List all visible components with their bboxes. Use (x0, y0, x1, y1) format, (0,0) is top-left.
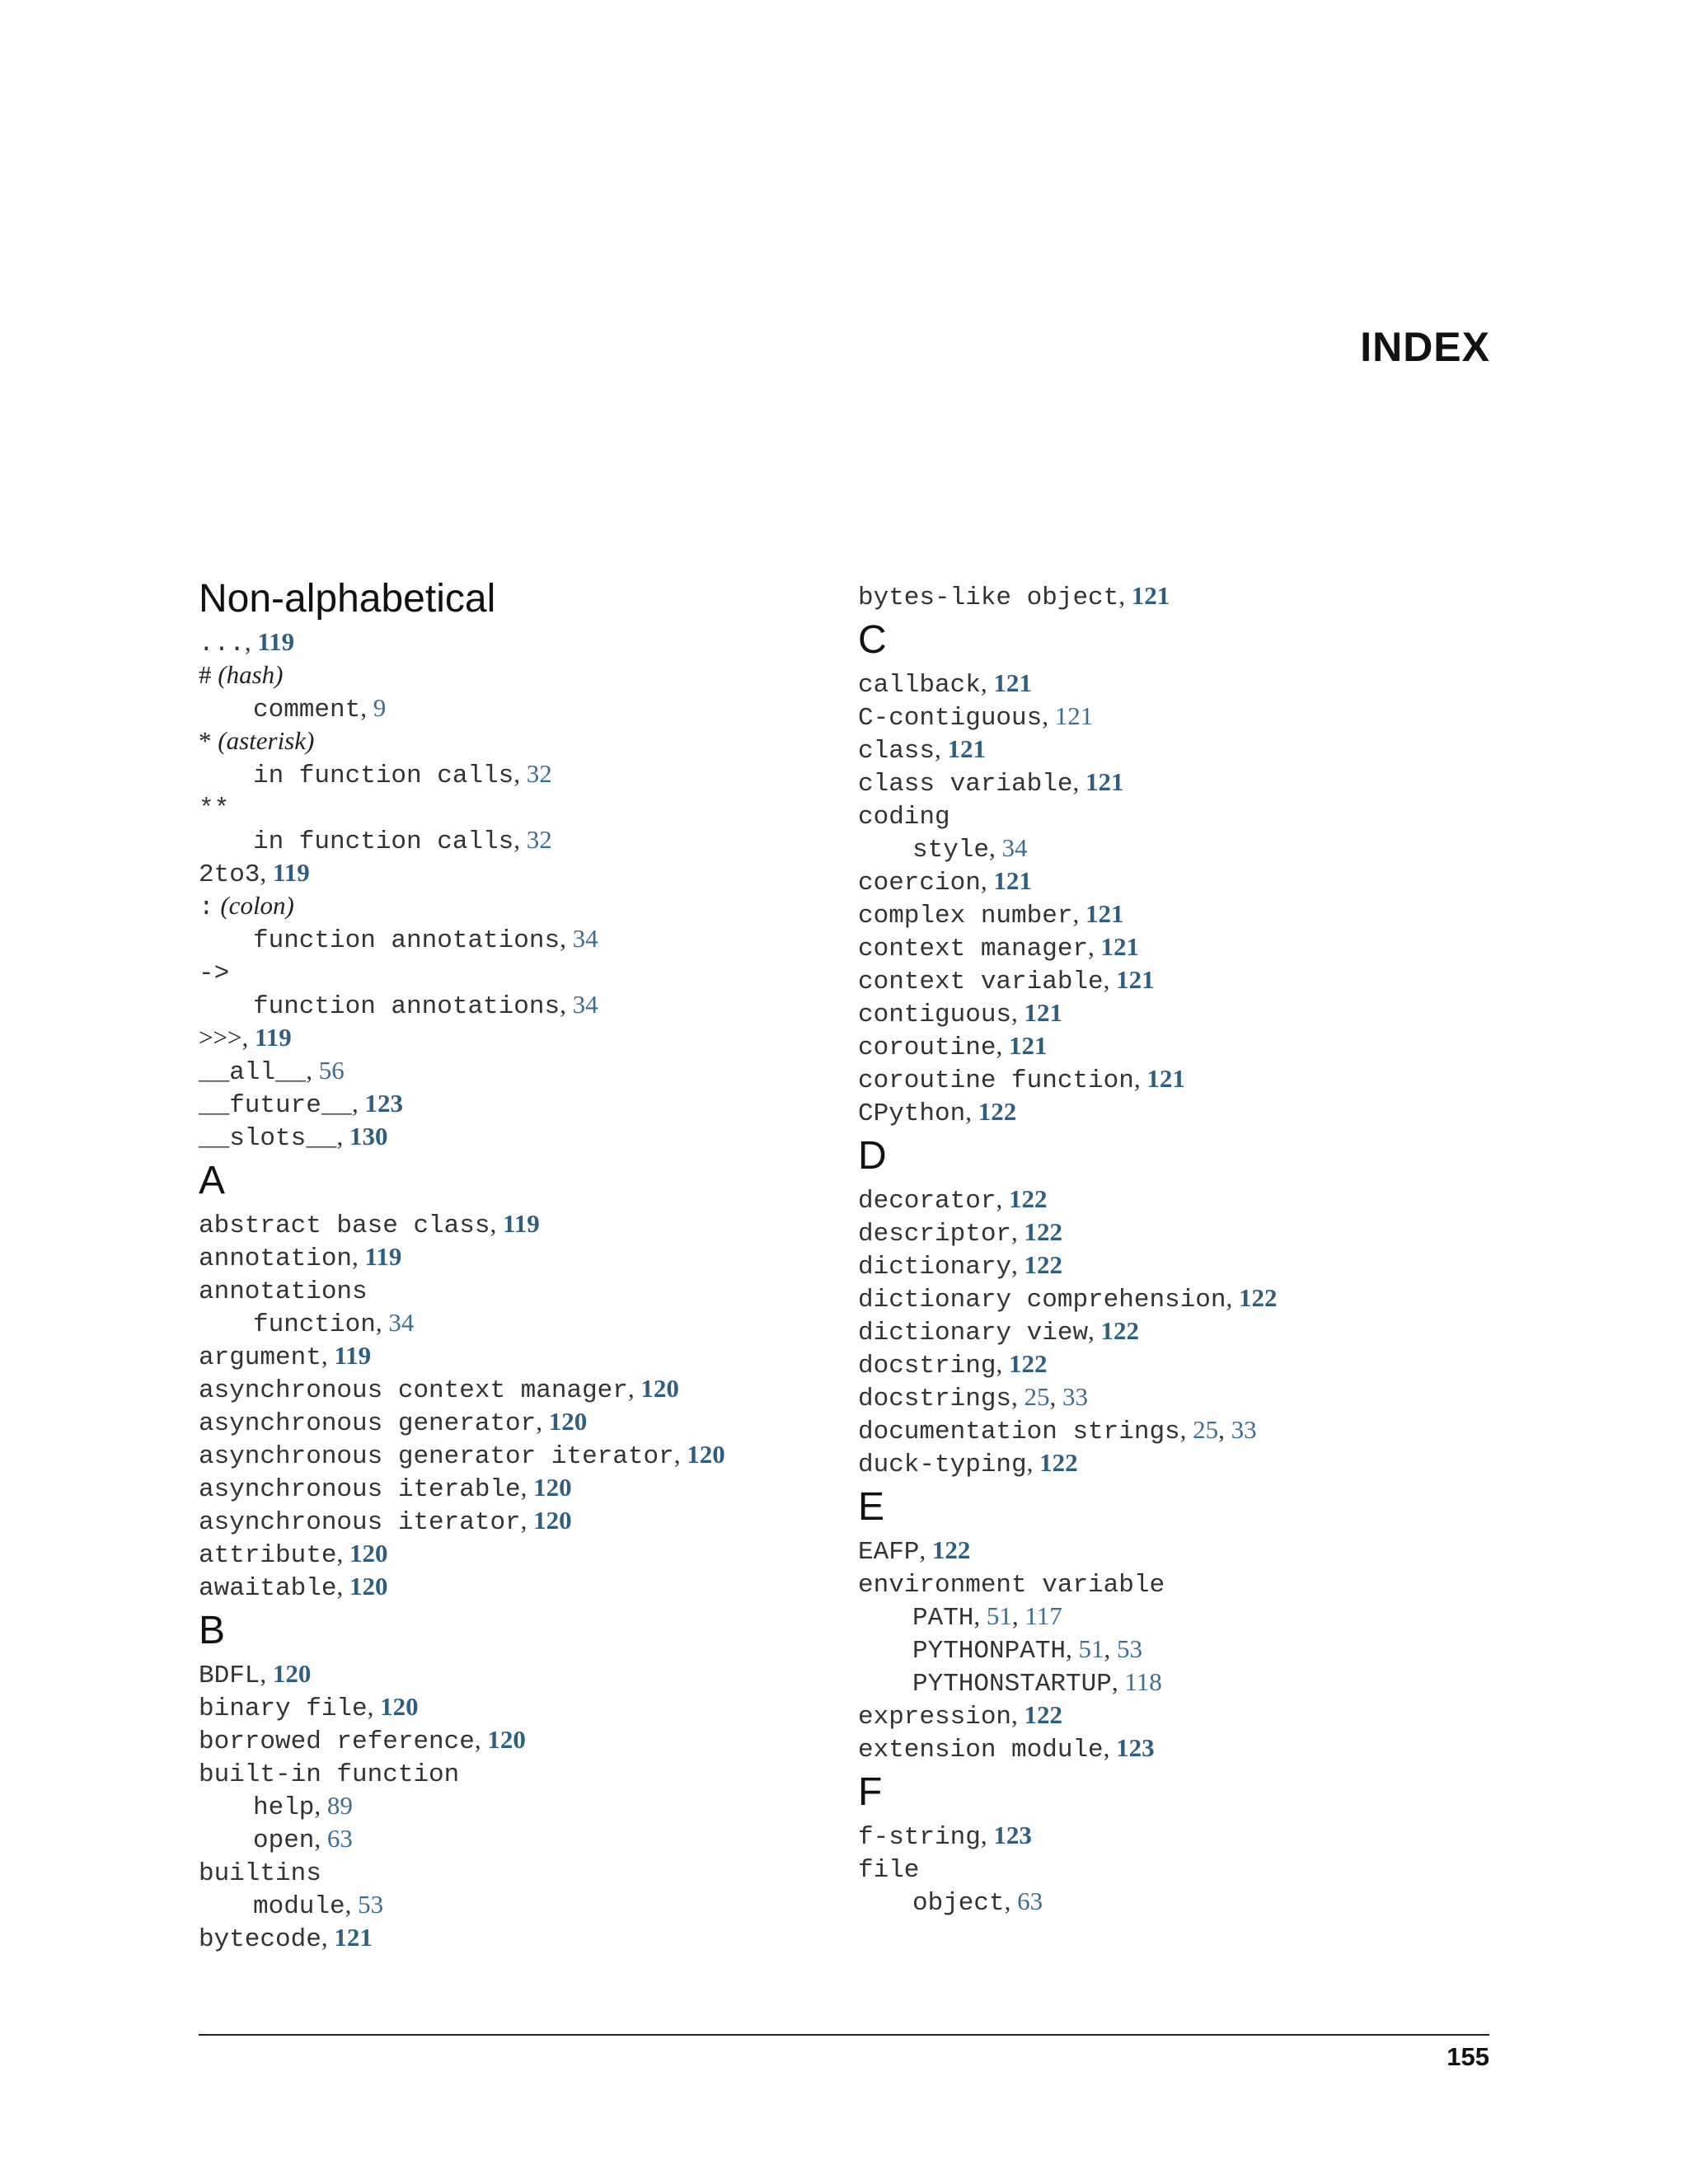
index-term: descriptor (858, 1220, 1012, 1249)
index-entry: dictionary view, 122 (858, 1316, 1140, 1347)
page-reference-link[interactable]: 120 (272, 1659, 312, 1688)
index-entry: asynchronous iterator, 120 (199, 1506, 572, 1537)
index-term: open (253, 1826, 315, 1855)
index-term: expression (858, 1703, 1012, 1732)
index-term: binary file (199, 1694, 368, 1723)
index-entry: duck-typing, 122 (858, 1448, 1078, 1479)
index-term: >>> (199, 1023, 242, 1052)
index-entry (858, 1567, 1165, 1600)
index-term-note: (asterisk) (218, 726, 315, 755)
section-heading: B (199, 1609, 226, 1652)
page-reference-link[interactable]: 122 (1024, 1250, 1063, 1279)
page-reference-link[interactable]: 118 (1124, 1667, 1162, 1696)
index-entry: coroutine, 121 (858, 1031, 1048, 1062)
page-reference-link[interactable]: 119 (364, 1242, 402, 1271)
index-subentry: function, 34 (253, 1308, 415, 1339)
index-term: coroutine (858, 1033, 996, 1062)
index-term: function annotations (253, 926, 560, 955)
page-reference-link[interactable]: 122 (1008, 1184, 1048, 1213)
index-term: complex number (858, 902, 1073, 930)
index-entry: coroutine function, 121 (858, 1064, 1185, 1095)
page-reference-link[interactable]: 120 (349, 1572, 388, 1601)
index-term: function (253, 1310, 376, 1339)
index-subentry: in function calls, 32 (253, 759, 552, 790)
index-subentry: function annotations, 34 (253, 990, 598, 1021)
page-reference-link[interactable]: 119 (254, 1023, 292, 1052)
index-term: in function calls (253, 762, 514, 790)
index-term: dictionary (858, 1253, 1012, 1282)
index-term: : (199, 893, 214, 922)
index-entry: callback, 121 (858, 668, 1032, 700)
page-reference-link[interactable]: 32 (526, 825, 552, 854)
page-reference-link[interactable]: 32 (526, 759, 552, 788)
index-entry: documentation strings, 25, 33 (858, 1415, 1257, 1446)
index-term: dictionary comprehension (858, 1286, 1226, 1315)
index-entry: docstrings, 25, 33 (858, 1382, 1089, 1413)
index-entry: docstring, 122 (858, 1349, 1048, 1380)
index-term: borrowed reference (199, 1727, 475, 1756)
page-reference-link[interactable]: 121 (1085, 899, 1124, 928)
index-term: __all__ (199, 1058, 307, 1087)
index-entry: class, 121 (858, 734, 987, 766)
index-term: ** (199, 794, 230, 823)
page-reference-link[interactable]: 117 (1025, 1601, 1062, 1630)
index-entry: f-string, 123 (858, 1821, 1032, 1852)
page-reference-link[interactable]: 120 (548, 1407, 588, 1436)
index-term: style (912, 836, 990, 865)
index-term: class (858, 737, 935, 766)
index-entry: complex number, 121 (858, 899, 1124, 930)
index-term: docstrings (858, 1385, 1012, 1413)
index-entry: contiguous, 121 (858, 998, 1063, 1029)
index-term: function annotations (253, 992, 560, 1021)
page-reference-link[interactable]: 120 (687, 1440, 725, 1469)
index-term: annotations (199, 1277, 368, 1306)
index-term: # (199, 660, 212, 689)
index-term: coding (858, 803, 950, 832)
index-entry: class variable, 121 (858, 767, 1124, 799)
index-term: extension module (858, 1736, 1104, 1765)
page-reference-link[interactable]: 63 (326, 1824, 353, 1853)
index-term: abstract base class (199, 1212, 490, 1240)
index-term: ... (199, 630, 245, 658)
index-term: help (253, 1793, 315, 1822)
page-reference-link[interactable]: 25 (1193, 1415, 1219, 1444)
index-term: f-string (858, 1823, 981, 1852)
index-term: bytes-like object (858, 583, 1119, 612)
page-reference-link[interactable]: 123 (364, 1089, 404, 1118)
page-reference-link[interactable]: 34 (572, 990, 598, 1019)
page-reference-link[interactable]: 119 (502, 1209, 540, 1238)
page-reference-link[interactable]: 122 (1100, 1316, 1140, 1345)
index-entry: __future__, 123 (199, 1089, 404, 1120)
index-entry: descriptor, 122 (858, 1217, 1063, 1249)
section-heading: F (858, 1770, 883, 1814)
index-term: PYTHONSTARTUP (912, 1670, 1112, 1699)
page-reference-link[interactable]: 121 (334, 1923, 373, 1952)
index-term: 2to3 (199, 860, 260, 889)
section-heading: D (858, 1134, 887, 1178)
page-reference-link[interactable]: 89 (326, 1791, 353, 1820)
index-entry: ..., 119 (199, 627, 295, 658)
index-entry: argument, 119 (199, 1341, 372, 1372)
page-reference-link[interactable]: 33 (1231, 1415, 1257, 1444)
index-subentry: object, 63 (912, 1886, 1043, 1918)
index-term: in function calls (253, 827, 514, 856)
index-term: __future__ (199, 1091, 353, 1120)
index-entry (199, 889, 294, 922)
index-entry: abstract base class, 119 (199, 1209, 540, 1240)
index-term: annotation (199, 1244, 353, 1273)
page-reference-link[interactable]: 122 (1024, 1217, 1063, 1246)
page-reference-link[interactable]: 53 (1117, 1634, 1143, 1663)
index-term: callback (858, 671, 981, 700)
index-subentry: function annotations, 34 (253, 924, 598, 955)
index-subentry: PATH, 51, 117 (912, 1601, 1062, 1633)
index-entry: expression, 122 (858, 1700, 1063, 1732)
index-entry: >>>, 119 (199, 1023, 292, 1052)
index-subentry: PYTHONSTARTUP, 118 (912, 1667, 1162, 1699)
page-reference-link[interactable]: 51 (986, 1601, 1012, 1630)
index-entry: bytecode, 121 (199, 1923, 373, 1954)
page-reference-link[interactable]: 121 (1146, 1064, 1185, 1093)
page-reference-link[interactable]: 122 (978, 1097, 1017, 1126)
index-entry: context variable, 121 (858, 965, 1155, 996)
index-entry: bytes-like object, 121 (858, 581, 1170, 612)
page-reference-link[interactable]: 63 (1017, 1886, 1043, 1915)
index-entry: decorator, 122 (858, 1184, 1048, 1216)
page-reference-link[interactable]: 121 (1024, 998, 1063, 1027)
index-subentry: open, 63 (253, 1824, 353, 1855)
index-term: class variable (858, 770, 1073, 799)
page-reference-link[interactable]: 123 (1116, 1733, 1155, 1762)
page-reference-link[interactable]: 120 (533, 1473, 572, 1502)
index-term: decorator (858, 1187, 996, 1216)
index-entry (199, 790, 229, 823)
index-subentry: style, 34 (912, 833, 1028, 865)
index-term: docstring (858, 1352, 996, 1380)
index-subentry: in function calls, 32 (253, 825, 552, 856)
page-reference-link[interactable]: 120 (487, 1725, 526, 1754)
page-reference-link[interactable]: 34 (388, 1308, 415, 1337)
index-term: comment (253, 696, 361, 724)
index-term: asynchronous iterator (199, 1508, 521, 1537)
page-reference-link[interactable]: 120 (349, 1539, 388, 1568)
index-term: PYTHONPATH (912, 1637, 1067, 1666)
footer-rule (199, 2034, 1489, 2036)
index-entry (858, 799, 950, 832)
section-heading: A (199, 1159, 226, 1202)
index-entry (199, 955, 229, 988)
index-entry: asynchronous generator iterator, 120 (199, 1440, 725, 1471)
page-reference-link[interactable]: 34 (1001, 833, 1028, 862)
index-term: __slots__ (199, 1124, 337, 1153)
page-reference-link[interactable]: 121 (993, 668, 1032, 697)
index-term: documentation strings (858, 1418, 1180, 1446)
index-term: EAFP (858, 1538, 920, 1567)
page-number: 155 (1447, 2042, 1489, 2071)
index-entry: C-contiguous, 121 (858, 701, 1094, 733)
page-reference-link[interactable]: 121 (947, 734, 987, 763)
page-reference-link[interactable]: 130 (349, 1122, 388, 1151)
index-term: object (912, 1889, 1005, 1918)
index-entry: dictionary comprehension, 122 (858, 1283, 1278, 1315)
index-term: file (858, 1856, 920, 1885)
page-reference-link[interactable]: 120 (533, 1506, 572, 1535)
index-term: bytecode (199, 1925, 321, 1954)
index-subentry: module, 53 (253, 1890, 384, 1921)
index-term: built-in function (199, 1760, 460, 1789)
index-term: attribute (199, 1541, 337, 1570)
index-entry: coercion, 121 (858, 866, 1032, 898)
index-term-note: (colon) (220, 891, 294, 920)
index-term: -> (199, 959, 230, 988)
index-term: BDFL (199, 1661, 260, 1690)
page-reference-link[interactable]: 123 (993, 1821, 1032, 1849)
index-entry: EAFP, 122 (858, 1535, 971, 1567)
page-reference-link[interactable]: 120 (380, 1692, 419, 1721)
page-reference-link[interactable]: 9 (373, 693, 387, 722)
page-reference-link[interactable]: 119 (257, 627, 295, 656)
page-reference-link[interactable]: 34 (572, 924, 598, 953)
page-reference-link[interactable]: 121 (993, 866, 1032, 895)
index-term: C-contiguous (858, 704, 1043, 733)
index-entry (199, 1855, 321, 1888)
page-reference-link[interactable]: 122 (931, 1535, 971, 1564)
page-reference-link[interactable]: 33 (1062, 1382, 1089, 1411)
page-reference-link[interactable]: 56 (318, 1056, 345, 1085)
page-reference-link[interactable]: 121 (1008, 1031, 1048, 1060)
index-term: PATH (912, 1604, 974, 1633)
index-term: awaitable (199, 1574, 337, 1603)
index-term: module (253, 1892, 345, 1921)
index-entry: dictionary, 122 (858, 1250, 1063, 1282)
index-term: coroutine function (858, 1066, 1134, 1095)
index-entry (199, 1756, 459, 1789)
index-entry (199, 724, 314, 757)
index-term: asynchronous iterable (199, 1475, 521, 1504)
index-term: argument (199, 1343, 321, 1372)
index-entry (199, 658, 283, 691)
index-entry: 2to3, 119 (199, 858, 310, 889)
page-reference-link[interactable]: 121 (1085, 767, 1124, 796)
index-entry: asynchronous iterable, 120 (199, 1473, 572, 1504)
index-entry: binary file, 120 (199, 1692, 419, 1723)
index-entry: __slots__, 130 (199, 1122, 388, 1153)
index-term: environment variable (858, 1571, 1165, 1600)
index-entry: CPython, 122 (858, 1097, 1017, 1128)
page-title: INDEX (1360, 324, 1490, 370)
page-reference-link[interactable]: 119 (334, 1341, 372, 1370)
index-subentry: PYTHONPATH, 51, 53 (912, 1634, 1143, 1666)
index-term: coercion (858, 869, 981, 898)
index-entry: asynchronous generator, 120 (199, 1407, 588, 1438)
page-reference-link[interactable]: 122 (1008, 1349, 1048, 1378)
index-term: context manager (858, 935, 1089, 963)
page-reference-link[interactable]: 119 (272, 858, 310, 887)
index-entry: __all__, 56 (199, 1056, 345, 1087)
section-heading: Non-alphabetical (199, 577, 496, 621)
index-entry: BDFL, 120 (199, 1659, 312, 1690)
index-term: builtins (199, 1859, 321, 1888)
index-term: CPython (858, 1099, 966, 1128)
page-reference-link[interactable]: 122 (1238, 1283, 1278, 1312)
page-reference-link[interactable]: 122 (1039, 1448, 1078, 1477)
index-term: context variable (858, 968, 1104, 996)
index-entry: extension module, 123 (858, 1733, 1155, 1765)
index-term: contiguous (858, 1001, 1012, 1029)
index-entry: asynchronous context manager, 120 (199, 1374, 679, 1405)
page-reference-link[interactable]: 53 (358, 1890, 384, 1919)
page-reference-link[interactable]: 121 (1116, 965, 1155, 994)
index-entry: attribute, 120 (199, 1539, 388, 1570)
index-entry: annotation, 119 (199, 1242, 402, 1273)
page-reference-link[interactable]: 121 (1131, 581, 1170, 610)
index-term: asynchronous generator iterator (199, 1442, 674, 1471)
page-reference-link[interactable]: 51 (1078, 1634, 1104, 1663)
index-entry: awaitable, 120 (199, 1572, 388, 1603)
page-reference-link[interactable]: 121 (1054, 701, 1094, 730)
page-reference-link[interactable]: 122 (1024, 1700, 1063, 1729)
index-entry: context manager, 121 (858, 932, 1140, 963)
index-term: * (199, 726, 212, 755)
index-term: asynchronous context manager (199, 1376, 628, 1405)
index-subentry: help, 89 (253, 1791, 353, 1822)
page-reference-link[interactable]: 25 (1024, 1382, 1050, 1411)
section-heading: E (858, 1485, 885, 1529)
index-entry (199, 1273, 368, 1306)
page-reference-link[interactable]: 121 (1100, 932, 1140, 961)
index-term: duck-typing (858, 1451, 1027, 1479)
index-term: dictionary view (858, 1319, 1089, 1347)
page-reference-link[interactable]: 120 (640, 1374, 679, 1403)
index-term: asynchronous generator (199, 1409, 537, 1438)
index-subentry: comment, 9 (253, 693, 387, 724)
index-term-note: (hash) (218, 660, 284, 689)
section-heading: C (858, 618, 887, 662)
index-entry: borrowed reference, 120 (199, 1725, 526, 1756)
index-entry (858, 1852, 919, 1885)
